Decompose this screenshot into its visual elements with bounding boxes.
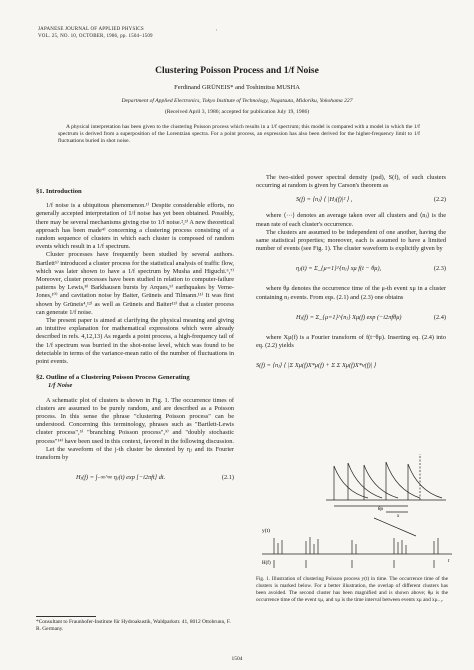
- magnified-cluster: [326, 454, 446, 536]
- abstract-text: A physical interpretation has been given to the clustering Poisson process which results in a 1/f spectrum; this model is compared with a model in which the 1/f spectrum is derived from a superposition of the Lorentzian spectra. For a point process, an expression has also been derived for the higher-frequency limit to 1/f fluctuations buried in shot noise.: [58, 124, 420, 145]
- equation-expression: ηⱼ(t) = Σ_{μ=1}^{nⱼ} xμ f(t − θμ),: [296, 265, 382, 273]
- page-number: 1504: [231, 656, 243, 662]
- equation-2-2: [256, 194, 446, 208]
- equation-2-1: [36, 466, 234, 490]
- paragraph: The clusters are assumed to be independent of one another, having the same statistical properties; moreover, each is assumed to have a limited number of events (see Fig. 1). The cluster waveform is explicitly given by: [256, 228, 446, 253]
- paragraph: where ⟨···⟩ denotes an average taken over all clusters and ⟨nⱼ⟩ is the mean rate of each cluster's occurrence.: [256, 212, 446, 228]
- equation-expression: S(f) = ⟨nⱼ⟩ ⟨ |Σ Xμ(f)X*μ(f) + Σ Σ Xμ(f)X*ν(f)| ⟩: [256, 362, 377, 370]
- y-axis-label: y(t): [262, 528, 270, 534]
- equation-number: (2.4): [433, 313, 446, 321]
- affiliation: Department of Applied Electronics, Tokyo Institute of Technology, Nagatsuta, Midoriku, Yokohama 227: [121, 98, 353, 104]
- equation-2-3: [256, 257, 446, 281]
- equation-number: (2.1): [221, 474, 234, 482]
- paragraph: where θμ denotes the occurrence time of the μ-th event xμ in a cluster containing nⱼ events. From eqs. (2.1) and (2.3) one obtains: [256, 285, 446, 301]
- equation-number: (2.2): [433, 196, 446, 204]
- theta-label: θμ: [378, 507, 383, 512]
- paragraph: where Xμ(f) is a Fourier transform of f(t−θμ). Inserting eq. (2.4) into eq. (2.2) yields: [256, 333, 446, 350]
- left-column: [36, 174, 234, 494]
- clustered-process: [262, 537, 452, 568]
- section-2-heading: [36, 374, 234, 390]
- paragraph: 1/f noise is a ubiquitous phenomenon.¹⁾ Despite considerable efforts, no generally accepted interpretation of 1/f noise has yet been obtained. Possibly, there may be several mechanisms giving rise to 1/f noise.²,³⁾ A new theoretical approach has been made⁴⁾ concerning a clustering process consisting of a random sequence of clusters in which each cluster is composed of random events which result in a 1/f spectrum.: [36, 202, 234, 251]
- paragraph: Let the waveform of the j-th cluster be denoted by ηⱼ and its Fourier transform by: [36, 445, 234, 462]
- journal-volume: VOL. 25, NO. 10, OCTOBER, 1986, pp. 1504–1509: [38, 34, 153, 39]
- t-axis-label: t: [448, 559, 450, 564]
- section-2-title: §2. Outline of a Clustering Poisson Process Generating: [36, 374, 190, 382]
- equation-2-4: [256, 306, 446, 330]
- event-decay: [408, 464, 442, 498]
- right-column: [256, 174, 446, 382]
- received-dates: (Received April 3, 1986; accepted for publication July 19, 1986): [164, 109, 310, 115]
- figure-1-plot: [256, 448, 456, 573]
- paragraph: The present paper is aimed at clarifying the physical meaning and giving an intuitive explanation for mathematical expressions which were already described in refs. 4,12,13) As regards a point process, a high-frequency tail of the 1/f spectrum was burried in the shot-noise level, which was found to be detectable in terms of the variance-mean ratio of the number of fluctuations in point events.: [36, 317, 234, 366]
- equation-expression: Hⱼ(f) = Σ_{μ=1}^{nⱼ} Xμ(f) exp (−i2πfθμ): [296, 313, 402, 321]
- x-label: x: [397, 514, 400, 519]
- equation-expression: S(f) = ⟨nⱼ⟩ ⟨ |Hⱼ(f)|² ⟩ ,: [296, 196, 353, 204]
- journal-name: JAPANESE JOURNAL OF APPLIED PHYSICS: [38, 27, 144, 32]
- section-1-heading: §1. Introduction: [36, 188, 82, 195]
- figure-1-caption: Fig. 1. Illustration of clustering Poisson process y(t) in time. The occurrence time of the clusters is marked below. For a better illustration, the overlap of different clusters has been avoided. The second cluster has been magnified and is shown above; θμ is the occurrence time of the event xμ, and xμ is the time interval between events xμ and xμ₋₁.: [256, 576, 448, 603]
- equation-number: (2.3): [433, 265, 446, 273]
- abstract: [58, 124, 420, 146]
- event-decay: [364, 465, 398, 498]
- equation-2-5: [256, 354, 446, 378]
- event-decay: [386, 462, 420, 498]
- paper-title: Clustering Poisson Process and 1/f Noise: [155, 66, 319, 76]
- footnote-rule: [36, 616, 96, 617]
- section-2-subtitle: 1/f Noise: [48, 382, 73, 390]
- paragraph: A schematic plot of clusters is shown in Fig. 1. The occurrence times of clusters are assumed to be purely random, and are described as a Poisson process. In this sense the phrase "clustering Poisson process" can be understood. Concerning this terminology, phrases such as "Bartlett-Lewis cluster process",⁵⁾ "branching Poisson process",⁹⁾ and "doubly stochastic process"¹⁴⁾ have been used in this context, favored in the following discussion.: [36, 396, 234, 445]
- figure-1: [256, 448, 456, 573]
- footnote: *Consultant to Fraunhofer-Institute für Hydroakustik, Waldparkstr. 41, 8012 Ottobrunn, F. R. Germany.: [36, 619, 231, 632]
- paragraph: Cluster processes have frequently been studied by several authors. Bartlett⁵⁾ introduced a cluster process for the statistical analysis of traffic flow, which was later shown to have a 1/f spectrum by Musha and Higuchi.⁶,⁷⁾ Moreover, cluster processes have been studied in relation to computer-failure patterns by Lewis,⁸⁾ Barkhausen bursts by Arques,⁹⁾ earthquakes by Verne-Jones,¹⁰⁾ and cavitation noise by Baiter, Grüneis and Tilmann.¹¹⁾ It was first shown by Grüneis⁴,¹²⁾ as well as Grüneis and Baiter¹³⁾ that a cluster process can generate 1/f noise.: [36, 251, 234, 316]
- journal-header: [38, 26, 153, 40]
- authors: Ferdinand GRÜNEIS* and Toshimitsu MUSHA: [174, 84, 300, 91]
- margin-mark: ': [216, 30, 217, 35]
- paragraph: The two-sided power spectral density (psd), S(f), of such clusters occurring at random is given by Carson's theorem as: [256, 174, 446, 190]
- equation-expression: Hⱼ(f) = ∫₋∞^∞ ηⱼ(t) exp [−i2πft] dt.: [76, 474, 166, 482]
- magnify-pointer: [374, 518, 416, 536]
- hf-label: H(f): [262, 561, 271, 566]
